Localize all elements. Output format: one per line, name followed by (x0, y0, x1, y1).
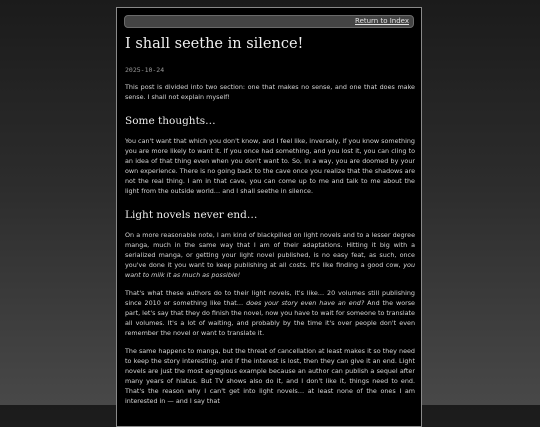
light-novels-paragraph-1: On a more reasonable note, I am kind of blackpilled on light novels and to a lesser degree manga, much in the same way that I am of their adaptations. Hitting it big with a serialized manga, or getting your light novel published, is no easy feat, as such, once you've done it you want to keep publishing at all costs. It's like finding a good cow, you want to milk it as much as possible! (125, 231, 415, 279)
post-title: I shall seethe in silence! (125, 36, 304, 52)
light-novels-paragraph-3: The same happens to manga, but the threat of cancellation at least makes it so they need to keep the story interesting, and if the interest is lost, then they can give it an end. Light novels are just the most egregious example because an author can publish a sequel after many years of hiatus. But TV shows also do it, and I don't like it, things need to end. That's the reason why I can't get into light novels… at least none of the ones I am interested in — and I say that (125, 347, 415, 405)
top-nav-bar (124, 15, 414, 28)
section-heading-thoughts: Some thoughts… (125, 115, 216, 127)
thoughts-paragraph: You can't want that which you don't know, and I feel like, inversely, if you know something you are more likely to want it. If you once had something, and you lost it, you can cling to an idea of that thing even when you don't want to. So, in a way, you are doomed by your own experience. There is no going back to the cave once you realize that the shadows are not the real thing. I am in that cave, you can come up to me and talk to me about the light from the outside world… and I shall seethe in silence. (125, 137, 415, 195)
section-heading-light-novels: Light novels never end… (125, 209, 258, 221)
return-to-index-link[interactable]: Return to Index (355, 17, 409, 25)
intro-paragraph: This post is divided into two section: one that makes no sense, and one that does make sense. I shall not explain myself! (125, 83, 415, 101)
post-date: 2025-10-24 (125, 66, 165, 74)
article-content (125, 35, 415, 406)
light-novels-paragraph-2: That's what these authors do to their light novels, it's like… 20 volumes still publishing since 2010 or something like that… does your story even have an end? And the worse part, let's say that they do finish the novel, now you have to wait for someone to translate all volumes. It's a lot of waiting, and probably by the time it's over people don't even remember the novel or want to translate it. (125, 289, 415, 337)
article-page (116, 7, 422, 427)
